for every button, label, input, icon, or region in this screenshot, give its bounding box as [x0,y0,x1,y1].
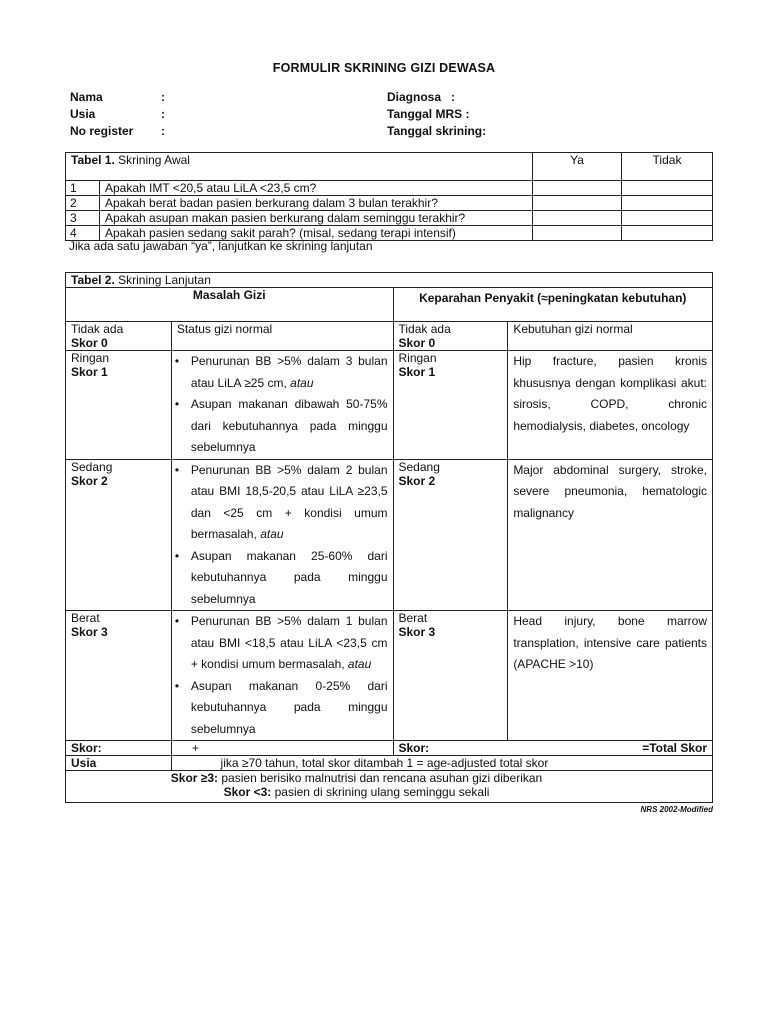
source-note: NRS 2002-Modified [640,805,713,814]
form-title: FORMULIR SKRINING GIZI DEWASA [272,61,496,75]
table-row [66,459,713,611]
patient-fields-right [387,89,486,140]
table1-note: Jika ada satu jawaban “ya”, lanjutkan ke skrining lanjutan [69,239,373,253]
table-row [66,322,713,351]
field-no-register: No register : [70,124,165,138]
field-tanggal-skrining: Tanggal skrining: [387,124,487,138]
skor-label-left: Skor: [66,741,172,756]
usia-label: Usia [66,756,172,771]
field-usia: Usia : [70,107,165,121]
answer-tidak-cell[interactable] [622,196,713,211]
table-skrining-awal [65,152,713,241]
col-ya: Ya [533,153,622,181]
gizi-cell [171,351,393,460]
list-item: • Penurunan BB >5% dalam 1 bulan atau BMI <18,5 atau LiLA <23,5 cm + kondisi umum bermasalah, atau [191,611,388,676]
list-item: • Asupan makanan dibawah 50-75% dari kebutuhannya pada minggu sebelumnya [191,394,388,459]
gizi-cell [171,611,393,741]
interp-high: Skor ≥3: pasien berisiko malnutrisi dan rencana asuhan gizi diberikan [170,771,543,785]
skor-row [66,741,713,756]
answer-ya-cell[interactable] [533,196,622,211]
penyakit-cell: Head injury, bone marrow transplation, intensive care patients (APACHE >10) [508,611,713,741]
answer-tidak-cell[interactable] [622,211,713,226]
answer-ya-cell[interactable] [533,181,622,196]
table-row [66,611,713,741]
penyakit-cell: Hip fracture, pasien kronis khususnya dengan komplikasi akut: sirosis, COPD, chronic hemodialysis, diabetes, oncology [508,351,713,460]
skor-label-right: Skor: [393,741,508,756]
gizi-cell [171,459,393,611]
header-keparahan-penyakit: Keparahan Penyakit (≈peningkatan kebutuhan) [393,288,713,322]
level-cell: Tidak ada Skor 0 [66,322,172,351]
table-skrining-lanjutan [65,272,713,803]
gizi-cell: Status gizi normal [171,322,393,351]
question-text: Apakah pasien sedang sakit parah? (misal, sedang terapi intensif) [100,226,533,241]
answer-tidak-cell[interactable] [622,181,713,196]
level-cell: Berat Skor 3 [66,611,172,741]
list-item: • Penurunan BB >5% dalam 2 bulan atau BMI 18,5-20,5 atau LiLA ≥23,5 dan <25 cm + kondisi umum bermasalah, atau [191,460,388,546]
field-diagnosa: Diagnosa : [387,90,455,104]
list-item: • Asupan makanan 0-25% dari kebutuhannya pada minggu sebelumnya [191,676,388,741]
answer-tidak-cell[interactable] [622,226,713,241]
table1-title: Tabel 1. Skrining Awal [66,153,533,181]
question-text: Apakah IMT <20,5 atau LiLA <23,5 cm? [100,181,533,196]
table-row: 1 Apakah IMT <20,5 atau LiLA <23,5 cm? [66,181,713,196]
question-text: Apakah asupan makan pasien berkurang dalam seminggu terakhir? [100,211,533,226]
table-row: 3 Apakah asupan makan pasien berkurang dalam seminggu terakhir? [66,211,713,226]
total-skor-label: =Total Skor [508,741,713,756]
list-item: • Asupan makanan 25-60% dari kebutuhannya pada minggu sebelumnya [191,546,388,611]
table-row [66,351,713,460]
interpretation-row [66,771,713,803]
skor-plus: + [171,741,393,756]
table-row: 2 Apakah berat badan pasien berkurang dalam 3 bulan terakhir? [66,196,713,211]
level-cell: Berat Skor 3 [393,611,508,741]
level-cell: Ringan Skor 1 [66,351,172,460]
answer-ya-cell[interactable] [533,226,622,241]
field-tanggal-mrs: Tanggal MRS : [387,107,470,121]
field-nama: Nama : [70,90,165,104]
header-masalah-gizi: Masalah Gizi [66,288,394,322]
patient-fields-left [70,89,165,140]
level-cell: Sedang Skor 2 [66,459,172,611]
question-text: Apakah berat badan pasien berkurang dalam 3 bulan terakhir? [100,196,533,211]
penyakit-cell: Kebutuhan gizi normal [508,322,713,351]
level-cell: Ringan Skor 1 [393,351,508,460]
interp-low: Skor <3: pasien di skrining ulang seminggu sekali [223,785,490,799]
table2-title: Tabel 2. Skrining Lanjutan [66,273,713,288]
usia-row [66,756,713,771]
usia-text: jika ≥70 tahun, total skor ditambah 1 = age-adjusted total skor [171,756,712,771]
list-item: • Penurunan BB >5% dalam 3 bulan atau LiLA ≥25 cm, atau [191,351,388,394]
answer-ya-cell[interactable] [533,211,622,226]
penyakit-cell: Major abdominal surgery, stroke, severe pneumonia, hematologic malignancy [508,459,713,611]
table-row: 4 Apakah pasien sedang sakit parah? (misal, sedang terapi intensif) [66,226,713,241]
level-cell: Tidak ada Skor 0 [393,322,508,351]
interpretation-cell [66,771,713,803]
col-tidak: Tidak [622,153,713,181]
level-cell: Sedang Skor 2 [393,459,508,611]
